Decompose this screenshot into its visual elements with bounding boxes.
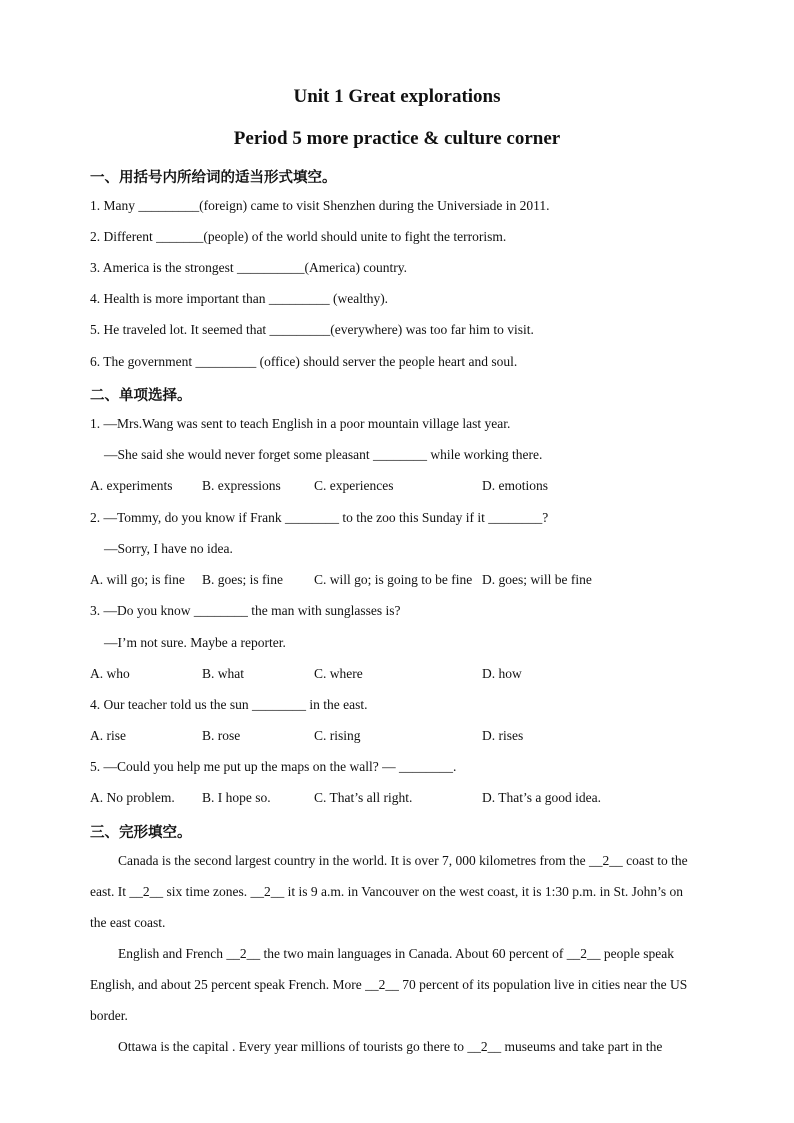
question-4-option-a: A. rise <box>90 728 126 743</box>
fill-item-5: 5. He traveled lot. It seemed that _________(everywhere) was too far him to visit. <box>90 322 534 337</box>
section-2-heading: 二、单项选择。 <box>90 388 192 404</box>
question-2-option-b: B. goes; is fine <box>202 572 283 587</box>
question-3-option-a: A. who <box>90 666 130 681</box>
question-5-option-a: A. No problem. <box>90 790 175 805</box>
fill-item-6: 6. The government _________ (office) should server the people heart and soul. <box>90 354 518 369</box>
page-subtitle: Period 5 more practice & culture corner <box>233 128 561 149</box>
cloze-paragraph-1: Canada is the second largest country in the world. It is over 7, 000 kilometres from the __2__ coast to the east. It __2__ six time zones. __2__ it is 9 a.m. in Vancouver on the west coast, it is 1:30 p.m. in St. John’s on the east coast. <box>90 853 688 930</box>
question-5-option-b: B. I hope so. <box>202 790 271 805</box>
question-2-option-c: C. will go; is going to be fine <box>314 572 473 587</box>
fill-item-2: 2. Different _______(people) of the world should unite to fight the terrorism. <box>90 229 507 244</box>
question-5-line1: 5. —Could you help me put up the maps on the wall? — ________. <box>90 759 457 774</box>
question-2-line1: 2. —Tommy, do you know if Frank ________ to the zoo this Sunday if it ________? <box>90 510 549 525</box>
question-1-option-b: B. expressions <box>202 478 281 493</box>
question-4-line1: 4. Our teacher told us the sun ________ in the east. <box>90 697 368 712</box>
cloze-paragraph-3: Ottawa is the capital . Every year millions of tourists go there to __2__ museums and take part in the <box>118 1039 663 1054</box>
fill-item-1: 1. Many _________(foreign) came to visit Shenzhen during the Universiade in 2011. <box>90 198 550 213</box>
question-3-line2: —I’m not sure. Maybe a reporter. <box>104 635 286 650</box>
question-5-option-c: C. That’s all right. <box>314 790 413 805</box>
section-1-heading: 一、用括号内所给词的适当形式填空。 <box>90 170 337 186</box>
question-1-line1: 1. —Mrs.Wang was sent to teach English in a poor mountain village last year. <box>90 416 511 431</box>
question-4-option-c: C. rising <box>314 728 361 743</box>
question-2-line2: —Sorry, I have no idea. <box>104 541 233 556</box>
section-3-heading: 三、完形填空。 <box>90 825 192 841</box>
fill-item-4: 4. Health is more important than _________ (wealthy). <box>90 291 389 306</box>
question-5-option-d: D. That’s a good idea. <box>482 790 601 805</box>
fill-item-3: 3. America is the strongest __________(America) country. <box>90 260 408 275</box>
question-3-option-b: B. what <box>202 666 244 681</box>
question-1-option-a: A. experiments <box>90 478 173 493</box>
question-1-option-d: D. emotions <box>482 478 548 493</box>
question-2-option-d: D. goes; will be fine <box>482 572 592 587</box>
question-3-line1: 3. —Do you know ________ the man with sunglasses is? <box>90 603 401 618</box>
question-4-option-b: B. rose <box>202 728 241 743</box>
question-4-option-d: D. rises <box>482 728 524 743</box>
cloze-paragraph-2: English and French __2__ the two main languages in Canada. About 60 percent of __2__ people speak English, and about 25 percent speak French. More __2__ 70 percent of its population live in cities near the US border. <box>90 946 688 1023</box>
question-2-option-a: A. will go; is fine <box>90 572 185 587</box>
question-1-option-c: C. experiences <box>314 478 394 493</box>
question-3-option-d: D. how <box>482 666 522 681</box>
cloze-passage <box>90 845 700 1062</box>
page-title: Unit 1 Great explorations <box>293 86 501 107</box>
question-3-option-c: C. where <box>314 666 363 681</box>
question-1-line2: —She said she would never forget some pleasant ________ while working there. <box>104 447 543 462</box>
